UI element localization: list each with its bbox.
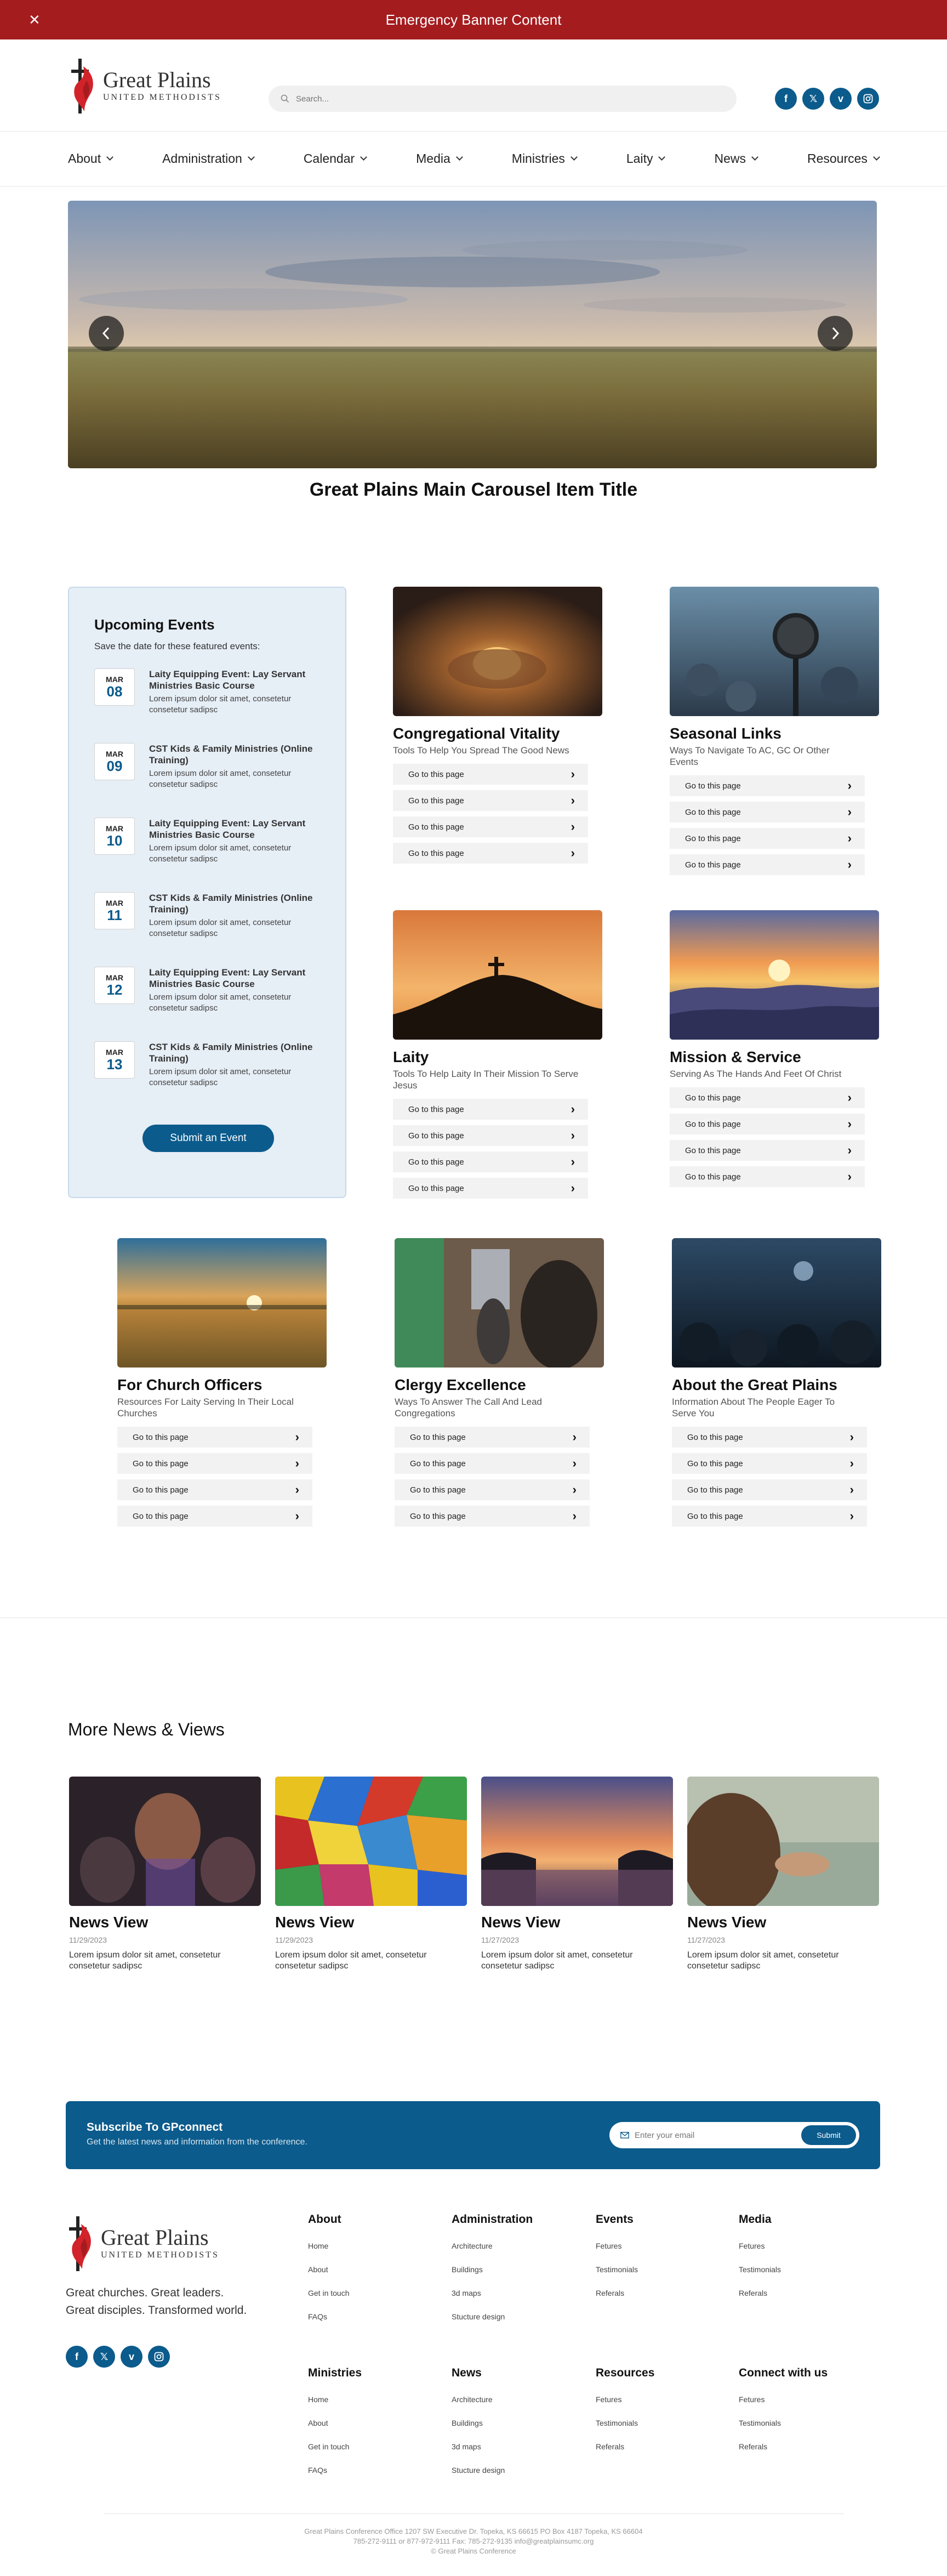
chevron-right-icon: ›	[849, 1509, 854, 1523]
tagline-line: Great disciples. Transformed world.	[66, 2304, 247, 2317]
link-label: Go to this page	[408, 796, 464, 805]
vimeo-icon[interactable]: v	[121, 2346, 142, 2368]
footer-link[interactable]: 3d maps	[452, 2289, 481, 2297]
nav-label: About	[68, 151, 101, 166]
nav-administration[interactable]	[162, 151, 254, 166]
chevron-right-icon: ›	[847, 779, 852, 792]
link-label: Go to this page	[685, 807, 741, 817]
event-description: Lorem ipsum dolor sit amet, consetetur consetetur sadipsc	[149, 694, 292, 714]
link-label: Go to this page	[133, 1432, 189, 1442]
event-day: 13	[106, 1056, 123, 1073]
upcoming-events-panel	[68, 587, 346, 1198]
event-month: MAR	[106, 675, 123, 684]
chevron-left-icon	[101, 326, 112, 341]
link-label: Go to this page	[685, 1172, 741, 1182]
logo-title: Great Plains	[101, 2225, 209, 2250]
card-congregational-vitality	[393, 587, 602, 864]
card-title: About the Great Plains	[672, 1376, 837, 1393]
instagram-icon[interactable]	[857, 88, 879, 110]
close-icon[interactable]: ✕	[28, 12, 41, 28]
go-to-page-link[interactable]	[672, 1479, 867, 1500]
go-to-page-link[interactable]	[393, 816, 588, 837]
link-label: Go to this page	[408, 1157, 464, 1167]
tagline-line: Great churches. Great leaders.	[66, 2286, 224, 2299]
go-to-page-link[interactable]	[670, 828, 865, 849]
go-to-page-link[interactable]	[670, 1140, 865, 1161]
footer-copyright: © Great Plains Conference	[431, 2547, 516, 2555]
link-label: Go to this page	[133, 1511, 189, 1521]
chevron-right-icon: ›	[847, 805, 852, 819]
link-label: Go to this page	[408, 1104, 464, 1114]
card-image	[393, 587, 602, 716]
nav-label: Media	[416, 151, 450, 166]
chevron-right-icon: ›	[295, 1430, 299, 1444]
cross-and-flame-icon	[66, 2213, 96, 2273]
go-to-page-link[interactable]	[670, 1114, 865, 1134]
email-field[interactable]	[635, 2131, 794, 2140]
link-label: Go to this page	[685, 1093, 741, 1103]
chevron-right-icon: ›	[571, 793, 575, 807]
chevron-right-icon: ›	[572, 1456, 577, 1470]
card-title: Mission & Service	[670, 1048, 801, 1065]
footer-column-events	[596, 2213, 727, 2312]
event-description: Lorem ipsum dolor sit amet, consetetur consetetur sadipsc	[149, 1067, 292, 1087]
go-to-page-link[interactable]	[395, 1479, 590, 1500]
event-title[interactable]: CST Kids & Family Ministries (Online Training)	[149, 893, 313, 915]
news-title[interactable]: News View	[69, 1914, 149, 1931]
footer-link[interactable]: Get in touch	[308, 2442, 350, 2451]
link-label: Go to this page	[410, 1459, 466, 1468]
chevron-right-icon: ›	[572, 1483, 577, 1496]
footer-link[interactable]: Testimonials	[596, 2265, 638, 2274]
chevron-right-icon: ›	[295, 1483, 299, 1496]
link-label: Go to this page	[408, 1183, 464, 1193]
chevron-right-icon: ›	[571, 767, 575, 781]
news-date: 11/29/2023	[275, 1936, 313, 1944]
event-month: MAR	[106, 824, 123, 833]
footer-contact: 785-272-9111 or 877-972-9111 Fax: 785-272-9135 info@greatplainsumc.org	[353, 2537, 594, 2545]
card-description: Ways To Answer The Call And Lead Congregations	[395, 1397, 543, 1418]
events-title: Upcoming Events	[94, 616, 215, 633]
card-description: Tools To Help Laity In Their Mission To Serve Jesus	[393, 1069, 579, 1091]
event-description: Lorem ipsum dolor sit amet, consetetur consetetur sadipsc	[149, 769, 292, 789]
footer-column-title: About	[308, 2213, 341, 2226]
event-item[interactable]	[94, 668, 320, 743]
go-to-page-link[interactable]	[393, 1125, 588, 1146]
card-title: For Church Officers	[117, 1376, 263, 1393]
footer-link[interactable]: Referals	[739, 2442, 768, 2451]
card-image	[395, 1238, 604, 1368]
event-month: MAR	[106, 899, 123, 907]
event-day: 11	[107, 907, 122, 923]
footer-tagline	[66, 2284, 247, 2319]
nav-label: Calendar	[303, 151, 355, 166]
footer-link[interactable]: Fetures	[739, 2242, 765, 2250]
footer-link[interactable]: About	[308, 2419, 328, 2427]
nav-about[interactable]	[68, 151, 112, 166]
card-title: Laity	[393, 1048, 429, 1065]
link-label: Go to this page	[687, 1511, 743, 1521]
go-to-page-link[interactable]	[670, 854, 865, 875]
event-title[interactable]: Laity Equipping Event: Lay Servant Ministries Basic Course	[149, 967, 306, 989]
go-to-page-link[interactable]	[670, 1087, 865, 1108]
footer-column-connect	[739, 2367, 870, 2466]
chevron-down-icon	[248, 154, 255, 161]
event-date	[94, 818, 135, 855]
cross-and-flame-icon	[68, 55, 99, 116]
footer-link[interactable]: Referals	[596, 2289, 625, 2297]
event-item[interactable]	[94, 967, 320, 1041]
news-title[interactable]: News View	[481, 1914, 561, 1931]
chevron-right-icon: ›	[847, 831, 852, 845]
go-to-page-link[interactable]	[670, 775, 865, 796]
link-label: Go to this page	[687, 1459, 743, 1468]
go-to-page-link[interactable]	[393, 790, 588, 811]
news-excerpt: Lorem ipsum dolor sit amet, consetetur consetetur sadipsc	[481, 1950, 633, 1971]
card-title: Seasonal Links	[670, 725, 781, 742]
chevron-right-icon: ›	[295, 1456, 299, 1470]
news-date: 11/27/2023	[687, 1936, 726, 1944]
footer-column-news	[452, 2367, 583, 2489]
go-to-page-link[interactable]	[393, 764, 588, 785]
hero-carousel	[68, 201, 877, 468]
event-item[interactable]	[94, 818, 320, 892]
link-label: Go to this page	[687, 1485, 743, 1495]
chevron-right-icon	[830, 326, 841, 341]
subscribe-submit-button[interactable]: Submit	[801, 2125, 856, 2145]
chevron-down-icon	[571, 154, 578, 161]
news-title[interactable]: News View	[687, 1914, 767, 1931]
chevron-right-icon: ›	[849, 1430, 854, 1444]
card-description: Ways To Navigate To AC, GC Or Other Events	[670, 745, 830, 767]
footer-link[interactable]: Architecture	[452, 2242, 493, 2250]
link-label: Go to this page	[685, 1145, 741, 1155]
chevron-down-icon	[659, 154, 666, 161]
chevron-right-icon: ›	[571, 1102, 575, 1116]
news-card[interactable]	[69, 1777, 261, 1972]
card-title: Clergy Excellence	[395, 1376, 526, 1393]
mail-icon	[620, 2132, 629, 2138]
link-label: Go to this page	[685, 781, 741, 791]
footer-column-about	[308, 2213, 440, 2336]
footer-logo[interactable]	[66, 2213, 219, 2273]
banner-text: Emergency Banner Content	[385, 11, 562, 28]
chevron-right-icon: ›	[847, 1143, 852, 1157]
go-to-page-link[interactable]	[672, 1453, 867, 1474]
event-description: Lorem ipsum dolor sit amet, consetetur consetetur sadipsc	[149, 918, 292, 938]
site-header	[0, 39, 947, 132]
nav-calendar[interactable]	[304, 151, 366, 166]
event-day: 09	[106, 758, 123, 774]
footer-column-title: Media	[739, 2213, 772, 2226]
news-date: 11/27/2023	[481, 1936, 520, 1944]
search-input[interactable]	[296, 94, 680, 104]
link-label: Go to this page	[687, 1432, 743, 1442]
card-image	[117, 1238, 327, 1368]
search-icon	[281, 94, 289, 103]
go-to-page-link[interactable]	[670, 1166, 865, 1187]
go-to-page-link[interactable]	[393, 1151, 588, 1172]
chevron-right-icon: ›	[572, 1430, 577, 1444]
footer-link[interactable]: 3d maps	[452, 2442, 481, 2451]
card-church-officers	[117, 1238, 327, 1527]
card-description: Information About The People Eager To Serve You	[672, 1397, 835, 1418]
link-label: Go to this page	[685, 860, 741, 870]
footer-link[interactable]: Testimonials	[739, 2419, 781, 2427]
footer-link[interactable]: Fetures	[596, 2395, 622, 2404]
go-to-page-link[interactable]	[393, 843, 588, 864]
link-label: Go to this page	[410, 1485, 466, 1495]
news-excerpt: Lorem ipsum dolor sit amet, consetetur consetetur sadipsc	[69, 1950, 221, 1971]
go-to-page-link[interactable]	[117, 1453, 312, 1474]
x-icon[interactable]: 𝕏	[93, 2346, 115, 2368]
card-image	[670, 910, 879, 1040]
footer-link[interactable]: Buildings	[452, 2419, 483, 2427]
footer-link[interactable]: Testimonials	[739, 2265, 781, 2274]
hero-image	[68, 201, 877, 468]
event-title[interactable]: Laity Equipping Event: Lay Servant Ministries Basic Course	[149, 669, 306, 691]
subscribe-form	[609, 2122, 859, 2148]
news-image[interactable]	[687, 1777, 879, 1906]
chevron-right-icon: ›	[847, 1091, 852, 1104]
footer-link[interactable]: Testimonials	[596, 2419, 638, 2427]
event-item[interactable]	[94, 743, 320, 818]
footer-column-title: News	[452, 2367, 482, 2379]
event-day: 10	[106, 832, 123, 849]
link-label: Go to this page	[685, 833, 741, 843]
chevron-right-icon: ›	[847, 858, 852, 871]
news-image[interactable]	[481, 1777, 673, 1906]
event-month: MAR	[106, 1048, 123, 1057]
event-title[interactable]: CST Kids & Family Ministries (Online Training)	[149, 744, 313, 765]
logo-subtitle: UNITED METHODISTS	[101, 2250, 219, 2260]
news-card[interactable]	[275, 1777, 467, 1972]
nav-label: Laity	[626, 151, 653, 166]
event-date	[94, 1041, 135, 1079]
footer-link[interactable]: Referals	[596, 2442, 625, 2451]
footer-column-title: Connect with us	[739, 2367, 828, 2379]
go-to-page-link[interactable]	[395, 1453, 590, 1474]
go-to-page-link[interactable]	[395, 1506, 590, 1527]
footer-column-resources	[596, 2367, 727, 2466]
link-label: Go to this page	[133, 1459, 189, 1468]
footer-socials	[66, 2346, 170, 2368]
go-to-page-link[interactable]	[117, 1479, 312, 1500]
chevron-right-icon: ›	[849, 1483, 854, 1496]
event-date	[94, 967, 135, 1004]
go-to-page-link[interactable]	[672, 1427, 867, 1448]
chevron-right-icon: ›	[571, 1181, 575, 1195]
chevron-right-icon: ›	[847, 1170, 852, 1183]
event-item[interactable]	[94, 1041, 320, 1116]
link-label: Go to this page	[408, 822, 464, 832]
card-image	[393, 910, 602, 1040]
logo-title: Great Plains	[103, 67, 211, 92]
news-card[interactable]	[687, 1777, 879, 1972]
link-label: Go to this page	[685, 1119, 741, 1129]
emergency-banner	[0, 0, 947, 39]
go-to-page-link[interactable]	[393, 1099, 588, 1120]
vimeo-icon[interactable]: v	[830, 88, 852, 110]
footer-column-media	[739, 2213, 870, 2312]
card-clergy-excellence	[395, 1238, 604, 1527]
chevron-right-icon: ›	[571, 1128, 575, 1142]
footer-column-ministries	[308, 2367, 440, 2489]
nav-laity[interactable]	[626, 151, 665, 166]
chevron-down-icon	[456, 154, 463, 161]
event-month: MAR	[106, 973, 123, 982]
chevron-down-icon	[106, 154, 113, 161]
chevron-right-icon: ›	[572, 1509, 577, 1523]
card-about-great-plains	[672, 1238, 881, 1527]
go-to-page-link[interactable]	[393, 1178, 588, 1199]
chevron-right-icon: ›	[571, 820, 575, 833]
subscribe-text: Get the latest news and information from the conference.	[87, 2137, 307, 2147]
card-title: Congregational Vitality	[393, 725, 560, 742]
nav-label: Resources	[807, 151, 868, 166]
chevron-right-icon: ›	[571, 1155, 575, 1168]
subscribe-title: Subscribe To GPconnect	[87, 2121, 223, 2134]
card-mission-service	[670, 910, 879, 1187]
link-label: Go to this page	[408, 769, 464, 779]
news-title[interactable]: News View	[275, 1914, 355, 1931]
card-image	[672, 1238, 881, 1368]
chevron-down-icon	[873, 154, 880, 161]
footer-column-title: Administration	[452, 2213, 533, 2226]
footer-link[interactable]: FAQs	[308, 2466, 328, 2475]
event-title[interactable]: CST Kids & Family Ministries (Online Training)	[149, 1042, 313, 1064]
carousel-prev-button[interactable]	[89, 316, 124, 351]
footer-link[interactable]: Referals	[739, 2289, 768, 2297]
go-to-page-link[interactable]	[670, 802, 865, 822]
chevron-right-icon: ›	[295, 1509, 299, 1523]
link-label: Go to this page	[408, 1131, 464, 1141]
link-label: Go to this page	[410, 1432, 466, 1442]
event-date	[94, 892, 135, 929]
main-nav	[0, 132, 947, 186]
link-label: Go to this page	[408, 848, 464, 858]
news-image[interactable]	[69, 1777, 261, 1906]
event-description: Lorem ipsum dolor sit amet, consetetur consetetur sadipsc	[149, 843, 292, 864]
chevron-down-icon	[360, 154, 367, 161]
search-bar[interactable]	[269, 86, 737, 112]
footer-link[interactable]: Stucture design	[452, 2466, 505, 2475]
footer-link[interactable]: Architecture	[452, 2395, 493, 2404]
carousel-next-button[interactable]	[818, 316, 853, 351]
footer-link[interactable]: About	[308, 2265, 328, 2274]
nav-news[interactable]	[714, 151, 757, 166]
footer-link[interactable]: Buildings	[452, 2265, 483, 2274]
facebook-icon[interactable]: f	[66, 2346, 88, 2368]
submit-event-button[interactable]: Submit an Event	[142, 1125, 274, 1152]
news-image[interactable]	[275, 1777, 467, 1906]
event-month: MAR	[106, 750, 123, 758]
link-label: Go to this page	[410, 1511, 466, 1521]
chevron-right-icon: ›	[571, 846, 575, 860]
footer-divider	[104, 2513, 844, 2514]
header-socials	[775, 88, 879, 110]
card-image	[670, 587, 879, 716]
logo-subtitle: UNITED METHODISTS	[103, 92, 221, 102]
footer-link[interactable]: FAQs	[308, 2312, 328, 2321]
footer-link[interactable]: Home	[308, 2395, 329, 2404]
nav-label: News	[714, 151, 746, 166]
card-laity	[393, 910, 602, 1199]
chevron-right-icon: ›	[849, 1456, 854, 1470]
go-to-page-link[interactable]	[672, 1506, 867, 1527]
event-day: 08	[106, 683, 123, 700]
card-seasonal-links	[670, 587, 879, 875]
footer-link[interactable]: Fetures	[739, 2395, 765, 2404]
news-excerpt: Lorem ipsum dolor sit amet, consetetur consetetur sadipsc	[275, 1950, 427, 1971]
nav-label: Ministries	[511, 151, 565, 166]
site-logo[interactable]	[68, 55, 221, 116]
footer-column-administration	[452, 2213, 583, 2336]
nav-ministries[interactable]	[512, 151, 577, 166]
nav-label: Administration	[162, 151, 242, 166]
go-to-page-link[interactable]	[395, 1427, 590, 1448]
nav-media[interactable]	[416, 151, 462, 166]
events-subtitle: Save the date for these featured events:	[94, 641, 260, 651]
nav-resources[interactable]	[807, 151, 879, 166]
news-card[interactable]	[481, 1777, 673, 1972]
x-icon[interactable]: 𝕏	[802, 88, 824, 110]
chevron-down-icon	[751, 154, 758, 161]
footer-column-title: Ministries	[308, 2367, 362, 2379]
event-title[interactable]: Laity Equipping Event: Lay Servant Ministries Basic Course	[149, 818, 306, 840]
card-description: Tools To Help You Spread The Good News	[393, 745, 569, 756]
event-date	[94, 668, 135, 706]
carousel-title: Great Plains Main Carousel Item Title	[309, 479, 638, 500]
card-description: Resources For Laity Serving In Their Local Churches	[117, 1397, 294, 1418]
news-date: 11/29/2023	[69, 1936, 107, 1944]
card-description: Serving As The Hands And Feet Of Christ	[670, 1069, 842, 1079]
footer-link[interactable]: Get in touch	[308, 2289, 350, 2297]
instagram-icon[interactable]	[148, 2346, 170, 2368]
chevron-right-icon: ›	[847, 1117, 852, 1131]
footer-address: Great Plains Conference Office 1207 SW Executive Dr. Topeka, KS 66615 PO Box 4187 Topeka, KS 66604	[304, 2527, 643, 2535]
footer-link[interactable]: Stucture design	[452, 2312, 505, 2321]
footer-link[interactable]: Fetures	[596, 2242, 622, 2250]
event-description: Lorem ipsum dolor sit amet, consetetur consetetur sadipsc	[149, 992, 292, 1013]
facebook-icon[interactable]: f	[775, 88, 797, 110]
go-to-page-link[interactable]	[117, 1506, 312, 1527]
event-date	[94, 743, 135, 780]
link-label: Go to this page	[133, 1485, 189, 1495]
footer-bottom	[0, 2527, 947, 2556]
subscribe-panel	[66, 2101, 880, 2169]
news-excerpt: Lorem ipsum dolor sit amet, consetetur consetetur sadipsc	[687, 1950, 839, 1971]
event-day: 12	[106, 981, 123, 998]
footer-column-title: Resources	[596, 2367, 655, 2379]
event-item[interactable]	[94, 892, 320, 967]
go-to-page-link[interactable]	[117, 1427, 312, 1448]
footer-column-title: Events	[596, 2213, 634, 2226]
footer-link[interactable]: Home	[308, 2242, 329, 2250]
news-heading: More News & Views	[68, 1720, 225, 1739]
